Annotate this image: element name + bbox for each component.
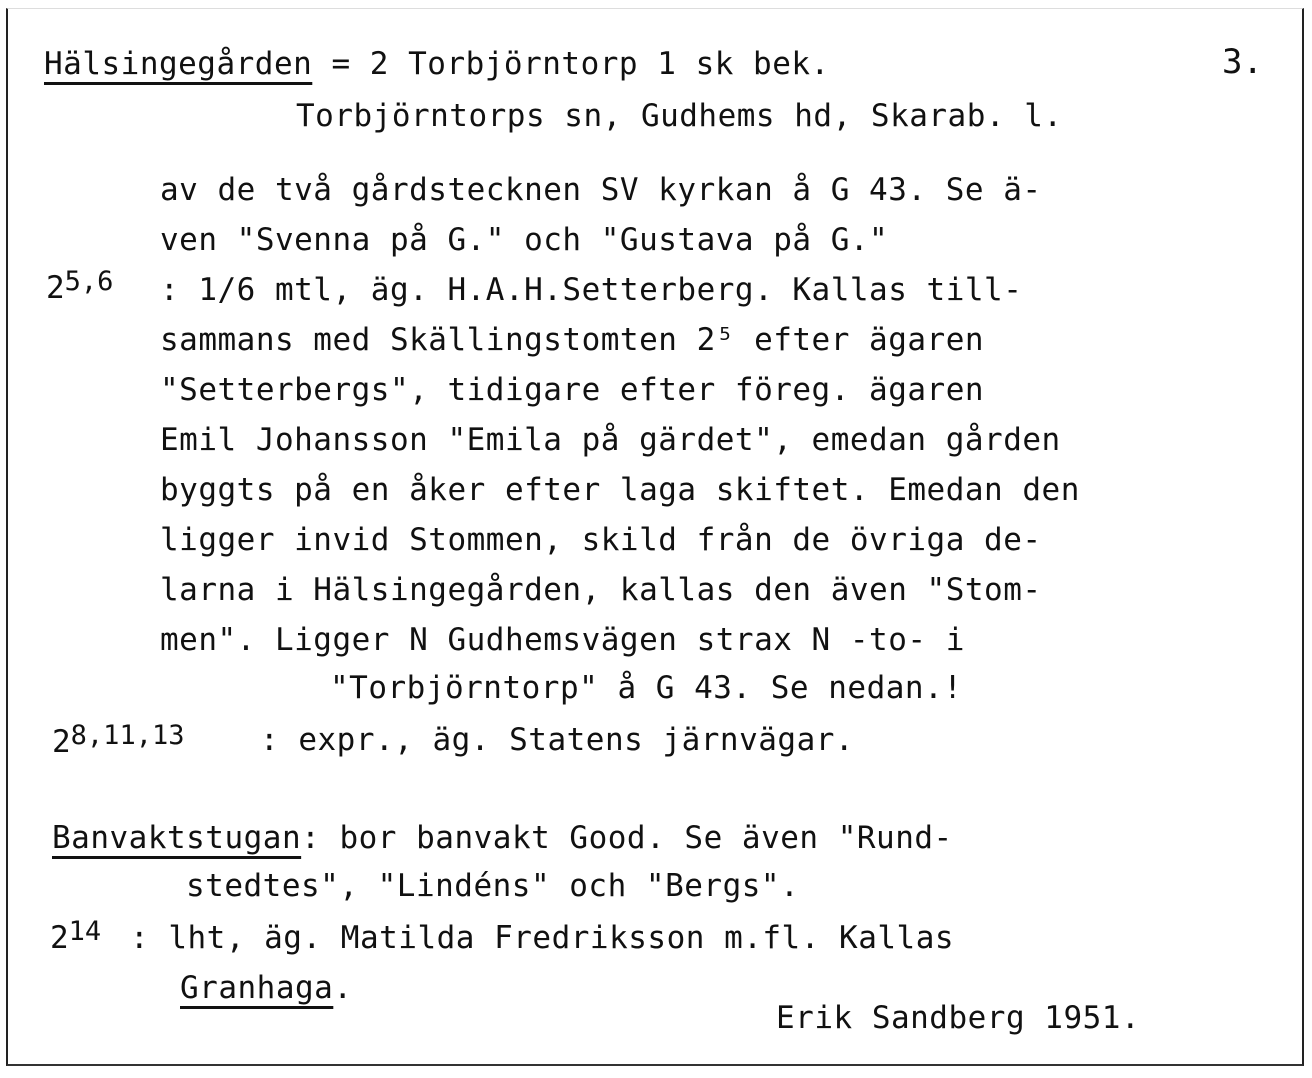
place-suffix: = 2 Torbjörntorp 1 sk bek. <box>312 46 830 82</box>
body-line-1: av de två gårdstecknen SV kyrkan å G 43. Se ä- <box>160 172 1042 208</box>
property-ref-2-base: 2 <box>52 724 71 760</box>
body-line-10: men". Ligger N Gudhemsvägen strax N -to- i <box>160 622 965 658</box>
section2-line-3: : lht, äg. Matilda Fredriksson m.fl. Kallas <box>130 920 955 956</box>
body-line-6: Emil Johansson "Emila på gärdet", emedan gården <box>160 422 1061 458</box>
property-ref-1-base: 2 <box>46 270 65 306</box>
property-ref-3-sup: 14 <box>68 916 102 947</box>
property-ref-3-base: 2 <box>50 920 69 956</box>
body-line-11: "Torbjörntorp" å G 43. Se nedan.! <box>330 670 963 706</box>
property-ref-1-sup: 5,6 <box>64 266 114 297</box>
body-line-3: : 1/6 mtl, äg. H.A.H.Setterberg. Kallas till- <box>160 272 1023 308</box>
alt-name-end: . <box>333 970 353 1006</box>
card-number: 3. <box>1222 42 1263 82</box>
property-ref-2 <box>52 720 185 760</box>
body-line-5: "Setterbergs", tidigare efter föreg. ägaren <box>160 372 985 408</box>
body-line-12: : expr., äg. Statens järnvägar. <box>260 722 855 758</box>
section2-line-4 <box>180 970 352 1006</box>
body-line-7: byggts på en åker efter laga skiftet. Emedan den <box>160 472 1080 508</box>
section2-line-1-rest: : bor banvakt Good. Se även "Rund- <box>301 820 953 856</box>
property-ref-2-sup: 8,11,13 <box>70 720 185 751</box>
section2-place-name: Banvaktstugan <box>52 820 302 856</box>
parish-line: Torbjörntorps sn, Gudhems hd, Skarab. l. <box>296 98 1063 134</box>
property-ref-1 <box>46 266 114 306</box>
section2-line-2: stedtes", "Lindéns" och "Bergs". <box>186 868 800 904</box>
body-line-2: ven "Svenna på G." och "Gustava på G." <box>160 222 889 258</box>
signature: Erik Sandberg 1951. <box>776 1000 1141 1036</box>
body-line-4: sammans med Skällingstomten 2⁵ efter ägaren <box>160 322 985 358</box>
body-line-9: larna i Hälsingegården, kallas den även "Stom- <box>160 572 1042 608</box>
alt-name: Granhaga <box>180 970 334 1006</box>
body-line-8: ligger invid Stommen, skild från de övriga de- <box>160 522 1042 558</box>
property-ref-3 <box>50 916 102 956</box>
section2-line-1 <box>52 820 953 856</box>
header-line <box>44 46 830 82</box>
place-name: Hälsingegården <box>44 46 313 82</box>
